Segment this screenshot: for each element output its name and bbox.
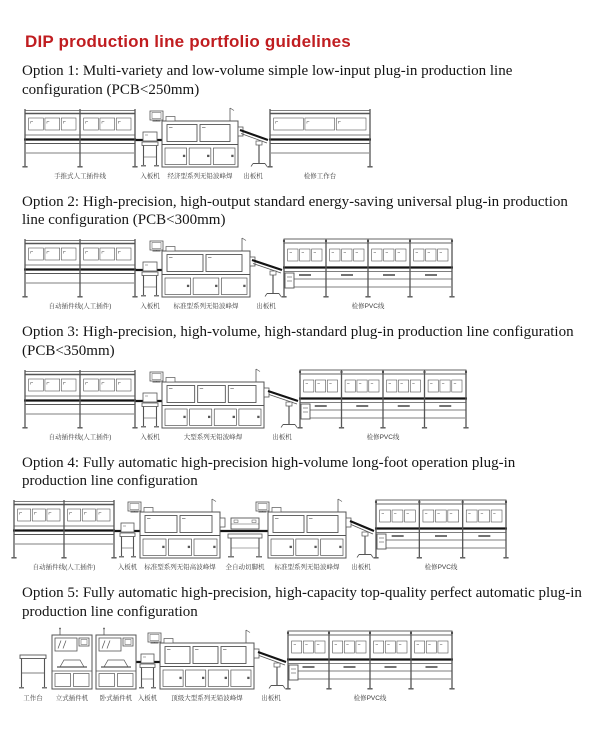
machine-label: 入板机: [140, 433, 160, 441]
production-line-diagram: [0, 235, 600, 313]
option-section-1: [0, 62, 600, 183]
machine-label: 自动插件线(人工插件): [48, 433, 112, 441]
option-heading: Option 2: High-precision, high-output standard energy-saving universal plug-in production line configuration (PCB<300mm): [22, 193, 568, 229]
machine-label: 经济型系列无铅波峰焊: [167, 172, 233, 180]
machine-label: 出板机: [272, 433, 292, 441]
option-section-2: [0, 193, 600, 314]
machine-label: 出板机: [256, 303, 276, 310]
machine-label: 大型系列无铅波峰焊: [183, 433, 243, 441]
production-line-diagram: [0, 105, 600, 183]
machine-label: 顶级大型系列无铅波峰焊: [171, 694, 243, 702]
machine-label: 入板机: [140, 303, 160, 310]
production-line-diagram: [0, 496, 600, 574]
machine-label: 全自动切脚机: [225, 564, 265, 571]
machine-label: 自动插件线(人工插件): [32, 564, 96, 571]
machine-label: 检修PVC线: [351, 303, 385, 310]
machine-label: 手推式人工插件线: [54, 172, 106, 180]
option-heading: Option 1: Multi-variety and low-volume simple low-input plug-in production line configuration (PCB<250mm): [22, 63, 513, 98]
option-heading: Option 4: Fully automatic high-precision high-volume long-foot operation plug-in production line configuration: [22, 454, 516, 490]
machine-label: 标准型系列无铅高波峰焊: [144, 564, 216, 571]
option-heading: Option 5: Fully automatic high-precision, high-capacity top-quality perfect automatic plug-in production line configuration: [22, 585, 582, 620]
option-section-5: [0, 584, 600, 705]
machine-label: 标准型系列无铅波峰焊: [274, 564, 340, 571]
machine-label: 卧式插件机: [99, 694, 133, 702]
machine-label: 自动插件线(人工插件): [48, 303, 112, 310]
machine-label: 入板机: [117, 564, 138, 571]
machine-label: 入板机: [137, 694, 158, 702]
machine-label: 立式插件机: [55, 694, 89, 702]
production-line-diagram: [0, 366, 600, 444]
machine-label: 出板机: [261, 694, 281, 702]
machine-label: 出板机: [243, 172, 263, 180]
option-heading: Option 3: High-precision, high-volume, high-standard plug-in production line configuration (PCB<350mm): [22, 324, 574, 359]
option-section-4: [0, 454, 600, 575]
machine-label: 检修PVC线: [353, 694, 387, 702]
machine-label: 工作台: [23, 694, 43, 702]
page-title: DIP production line portfolio guidelines: [25, 32, 351, 51]
machine-label: 入板机: [140, 172, 160, 180]
machine-label: 出板机: [351, 564, 371, 571]
machine-label: 标准型系列无铅波峰焊: [173, 303, 239, 310]
option-section-3: [0, 323, 600, 444]
machine-label: 检修工作台: [303, 172, 337, 180]
production-line-diagram: [0, 627, 600, 705]
machine-label: 检修PVC线: [366, 433, 400, 441]
machine-label: 检修PVC线: [424, 564, 458, 571]
